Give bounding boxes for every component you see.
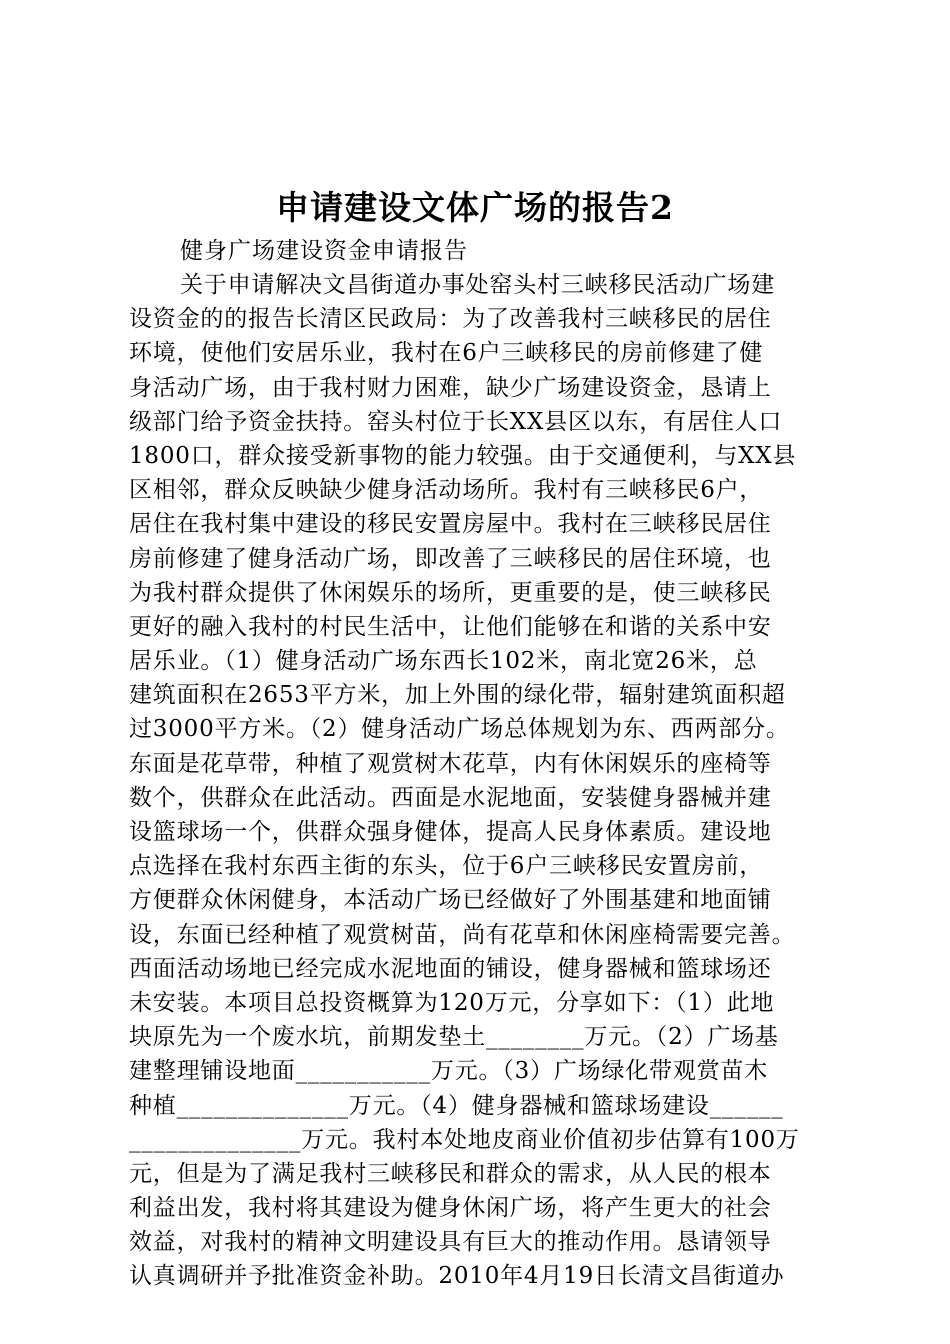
body-line: 利益出发，我村将其建设为健身休闲广场，将产生更大的社会 <box>129 1195 772 1222</box>
body-line: 建整理铺设地面___________万元。（3）广场绿化带观赏苗木 <box>129 1058 769 1085</box>
body-line: 1800口，群众接受新事物的能力较强。由于交通便利，与XX县 <box>129 442 797 469</box>
body-line: 级部门给予资金扶持。窑头村位于长XX县区以东，有居住人口 <box>129 408 783 435</box>
body-line: 身活动广场，由于我村财力困难，缺少广场建设资金，恳请上 <box>129 374 772 401</box>
body-line: 西面活动场地已经完成水泥地面的铺设，健身器械和篮球场还 <box>129 955 772 982</box>
body-line: 效益，对我村的精神文明建设具有巨大的推动作用。恳请领导 <box>129 1229 772 1256</box>
body-line: 块原先为一个废水坑，前期发垫土________万元。（2）广场基 <box>129 1024 779 1051</box>
body-line: 东面是花草带，种植了观赏树木花草，内有休闲娱乐的座椅等 <box>129 750 772 777</box>
body-line: ______________万元。我村本处地皮商业价值初步估算有100万 <box>129 1126 800 1153</box>
body-line: 环境，使他们安居乐业，我村在6户三峡移民的房前修建了健 <box>129 340 764 367</box>
body-line: 点选择在我村东西主街的东头，位于6户三峡移民安置房前， <box>129 853 764 880</box>
body-line: 关于申请解决文昌街道办事处窑头村三峡移民活动广场建 <box>180 272 775 298</box>
body-line: 过3000平方米。（2）健身活动广场总体规划为东、西两部分。 <box>129 716 790 743</box>
body-line: 更好的融入我村的村民生活中，让他们能够在和谐的关系中安 <box>129 613 772 640</box>
body-line: 居住在我村集中建设的移民安置房屋中。我村在三峡移民居住 <box>129 511 772 538</box>
document-body <box>129 268 829 1294</box>
document-title: 申请建设文体广场的报告2 <box>276 188 674 227</box>
body-line: 居乐业。（1）健身活动广场东西长102米，南北宽26米，总 <box>129 648 758 675</box>
document-subtitle: 健身广场建设资金申请报告 <box>180 238 468 264</box>
body-line: 设，东面已经种植了观赏树苗，尚有花草和休闲座椅需要完善。 <box>129 921 796 948</box>
body-line: 认真调研并予批准资金补助。2010年4月19日长清文昌街道办 <box>129 1263 785 1290</box>
body-line: 方便群众休闲健身，本活动广场已经做好了外围基建和地面铺 <box>129 887 772 914</box>
body-line: 种植______________万元。（4）健身器械和篮球场建设______ <box>129 1092 784 1119</box>
body-line: 元，但是为了满足我村三峡移民和群众的需求，从人民的根本 <box>129 1160 772 1187</box>
body-line: 设资金的的报告长清区民政局：为了改善我村三峡移民的居住 <box>129 306 772 333</box>
body-line: 为我村群众提供了休闲娱乐的场所，更重要的是，使三峡移民 <box>129 579 772 606</box>
body-line: 房前修建了健身活动广场，即改善了三峡移民的居住环境，也 <box>129 545 772 572</box>
body-line: 区相邻，群众反映缺少健身活动场所。我村有三峡移民6户， <box>129 477 764 504</box>
body-line: 设篮球场一个，供群众强身健体，提高人民身体素质。建设地 <box>129 819 772 845</box>
body-line: 建筑面积在2653平方米，加上外围的绿化带，辐射建筑面积超 <box>129 682 786 709</box>
body-line: 未安装。本项目总投资概算为120万元，分享如下：（1）此地 <box>129 989 775 1016</box>
body-line: 数个，供群众在此活动。西面是水泥地面，安装健身器械并建 <box>129 784 772 811</box>
